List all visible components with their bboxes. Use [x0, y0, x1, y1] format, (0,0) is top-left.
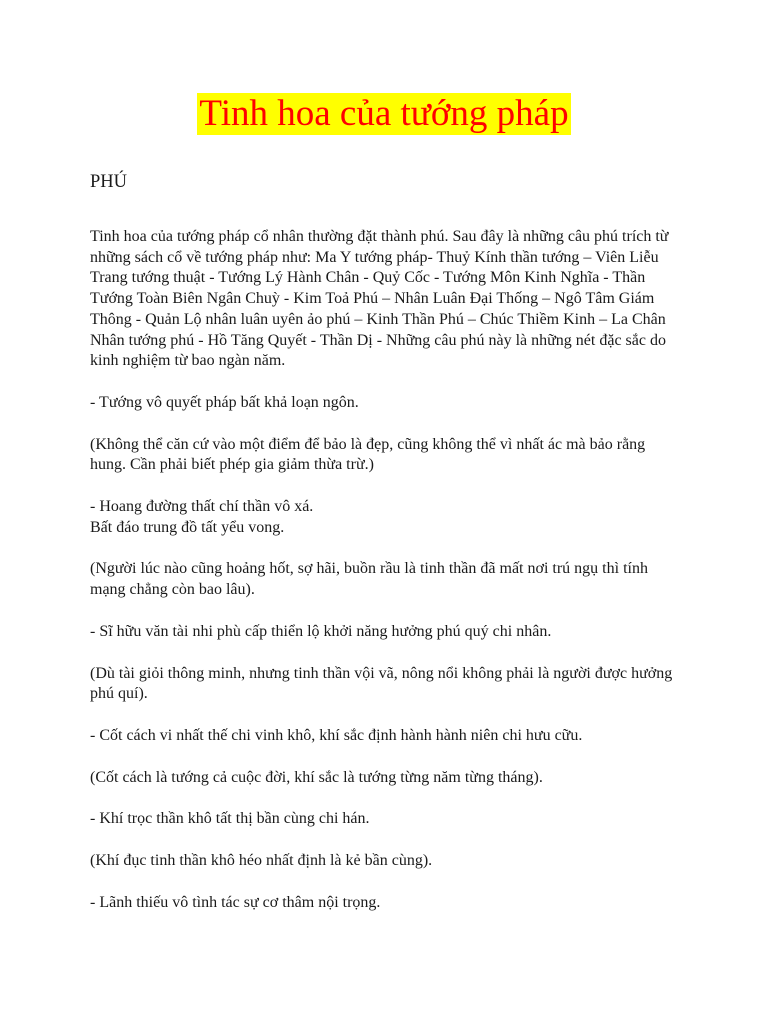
section-heading: PHÚ	[90, 172, 128, 192]
paragraph: (Cốt cách là tướng cả cuộc đời, khí sắc là tướng từng năm từng tháng).	[90, 768, 543, 786]
paragraph: - Hoang đường thất chí thần vô xá. Bất đáo trung đồ tất yểu vong.	[90, 498, 314, 536]
paragraph: - Tướng vô quyết pháp bất khả loạn ngôn.	[90, 393, 359, 411]
paragraph: (Người lúc nào cũng hoảng hốt, sợ hãi, buồn rầu là tinh thần đã mất nơi trú ngụ thì tính mạng chẳng còn bao lâu).	[90, 560, 648, 599]
paragraph: - Khí trọc thần khô tất thị bần cùng chi hán.	[90, 810, 370, 828]
paragraph: (Khí đục tinh thần khô héo nhất định là kẻ bần cùng).	[90, 852, 433, 870]
paragraph: (Không thể căn cứ vào một điểm để bảo là đẹp, cũng không thể vì nhất ác mà bảo rằng hung. Cần phải biết phép gia giảm thừa trừ.)	[90, 435, 646, 474]
title-container	[0, 93, 768, 135]
paragraph: Tinh hoa của tướng pháp cổ nhân thường đặt thành phú. Sau đây là những câu phú trích từ những sách cổ về tướng pháp như: Ma Y tướng pháp- Thuỷ Kính thần tướng – Viên Liễu Trang tướng thuật - Tướng Lý Hành Chân - Quỷ Cốc - Tướng Môn Kinh Nghĩa - Thần Tướng Toàn Biên Ngân Chuỳ - Kim Toả Phú – Nhân Luân Đại Thống – Ngô Tâm Giám Thông - Quản Lộ nhân luân uyên ảo phú – Kinh Thần Phú – Chúc Thiềm Kinh – La Chân Nhân tướng phú - Hồ Tăng Quyết - Thần Dị - Những câu phú này là những nét đặc sắc do kinh nghiệm từ bao ngàn năm.	[90, 228, 669, 370]
document-body	[90, 227, 680, 934]
paragraph: (Dù tài giỏi thông minh, nhưng tinh thần vội vã, nông nổi không phải là người được hưởng phú quí).	[90, 664, 673, 703]
paragraph: - Lãnh thiếu vô tình tác sự cơ thâm nội trọng.	[90, 893, 381, 911]
paragraph: - Sĩ hữu văn tài nhi phù cấp thiển lộ khởi năng hưởng phú quý chi nhân.	[90, 622, 552, 640]
document-title: Tinh hoa của tướng pháp	[199, 93, 569, 134]
paragraph: - Cốt cách vi nhất thế chi vinh khô, khí sắc định hành hành niên chi hưu cữu.	[90, 726, 583, 744]
